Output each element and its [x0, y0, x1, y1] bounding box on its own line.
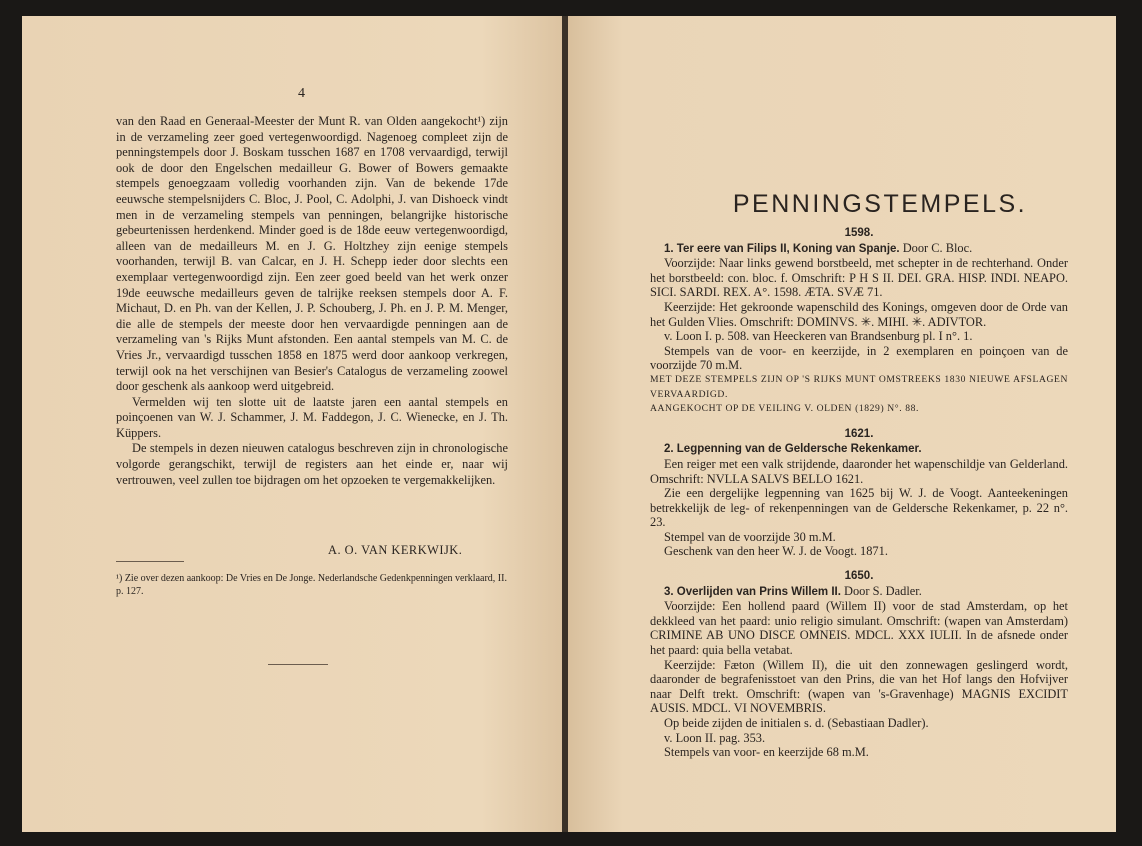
footnote-rule — [116, 561, 184, 562]
footnote: ¹) Zie over dezen aankoop: De Vries en De Jonge. Nederlandsche Gedenkpenningen verklaard, II. p. 127. — [116, 573, 507, 597]
entry-year: 1598. — [844, 227, 874, 239]
entry-line: Zie een dergelijke legpenning van 1625 bij W. J. de Voogt. Aanteekeningen betrekkelijk de leg- of rekenpenningen van de Geldersche Rekenkamer, p. 22 n°. 23. — [650, 486, 1068, 530]
entry-line: v. Loon II. pag. 353. — [664, 730, 766, 745]
entry-line: Keerzijde: Het gekroonde wapenschild des Konings, omgeven door de Orde van het Gulden Vlies. Omschrift: DOMINVS. ✳. MIHI. ✳. ADIVTOR. — [650, 299, 1068, 329]
entry-heading — [650, 241, 1068, 257]
introduction-text — [116, 114, 508, 488]
entry-heading-title: 1. Ter eere van Filips II, Koning van Spanje. — [664, 242, 900, 255]
entry-line: Een reiger met een valk strijdende, daaronder het wapenschildje van Gelderland. Omschrift: NVLLA SALVS BELLO 1621. — [650, 456, 1068, 486]
entry-heading-title: 3. Overlijden van Prins Willem II. — [664, 585, 841, 598]
entry-line: Geschenk van den heer W. J. de Voogt. 1871. — [664, 544, 888, 559]
entry-line: Voorzijde: Naar links gewend borstbeeld, met schepter in de rechterhand. Onder het borstbeeld: con. bloc. f. Omschrift: P H S II. DEI. GRA. HISP. INDI. NEAPO. SICI. SARDI. REX. A°. 1598. ÆTA. SVÆ 71. — [650, 256, 1068, 300]
entry-line: Op beide zijden de initialen s. d. (Sebastiaan Dadler). — [664, 716, 929, 730]
author-signature: A. O. VAN KERKWIJK. — [328, 543, 463, 557]
entry-note: AANGEKOCHT OP DE VEILING V. OLDEN (1829) N°. 88. — [650, 403, 920, 415]
entry-year: 1650. — [844, 570, 874, 583]
paragraph-3: De stempels in dezen nieuwen catalogus beschreven zijn in chronologische volgorde gerangschikt, terwijl de registers aan het einde er, naar wij vertrouwen, veel zullen toe bijdragen om het opzoeken te vergemakkelijken. — [116, 441, 508, 487]
catalogue-title: PENNINGSTEMPELS. — [732, 190, 1028, 218]
catalogue-entries — [650, 226, 1068, 760]
entry-heading-title: 2. Legpenning van de Geldersche Rekenkamer. — [664, 443, 922, 456]
paragraph-1: van den Raad en Generaal-Meester der Munt R. van Olden aangekocht¹) zijn in de verzameling zeer goed vertegenwoordigd. Nagenoeg compleet zijn de penningstempels door J. Boskam tusschen 1687 en 1708 vervaardigd, terwijl ook de door den Engelschen medailleur G. Bower of Bowers gemaakte stempels genoegzaam volledig voorhanden zijn. Van de bekende 17de eeuwsche stempelsnijders C. Bloc, J. Pool, C. Adolphi, J. van Dishoeck vindt men in de verzameling stempels van penningen, belangrijke historische gebeurtenissen herdenkend. Minder goed is de 18de eeuw vertegenwoordigd, alleen van de medailleurs M. en J. G. Holtzhey zijn eenige stempels voorhanden, terwijl B. van Calcar, en J. H. Schepp ieder door slechts een exemplaar vertegenwoordigd zijn. Een zeer goed beeld van het werk onzer 19de eeuwsche medailleurs geven de talrijke reeksen stempels door A. F. Michaut, D. en Ph. van der Kellen, J. P. Schouberg, J. Ph. en J. P. M. Menger, die alle de stempels der meeste door hen vervaardigde penningen aan de verzameling van 's Rijks Munt afstonden. Een aantal stempels van M. C. de Vries Jr., vervaardigd tusschen 1858 en 1875 werd door aankoop verkregen, terwijl ook na het verschijnen van Besier's Catalogus de verzameling zoowel door geschenk als aankoop werd uitgebreid. — [116, 114, 508, 394]
end-rule — [268, 664, 328, 665]
page-number: 4 — [298, 86, 305, 101]
entry-year: 1621. — [844, 427, 874, 440]
entry-line: Stempel van de voorzijde 30 m.M. — [664, 529, 836, 544]
entry-heading-maker: Door C. Bloc. — [899, 240, 973, 255]
entry-line: Keerzijde: Fæton (Willem II), die uit den zonnewagen geslingerd wordt, daaronder de begrafenisstoet van den Prins, die van het Hof langs den Hofvijver naar Delft trekt. Omschrift: (wapen van 's-Gravenhage) MAGNIS EXCIDIT AUSIS. MDCL. VI NOVEMBRIS. — [650, 657, 1068, 716]
entry-line: Stempels van voor- en keerzijde 68 m.M. — [664, 745, 869, 760]
paragraph-2: Vermelden wij ten slotte uit de laatste jaren een aantal stempels en poinçoenen van W. J. Schammer, J. M. Faddegon, J. C. Wienecke, en J. Th. Küppers. — [116, 394, 508, 440]
entry-heading — [650, 584, 1068, 600]
entry-heading — [650, 441, 1068, 457]
entry-note: MET DEZE STEMPELS ZIJN OP 'S RIJKS MUNT OMSTREEKS 1830 NIEUWE AFSLAGEN VERVAARDIGD. — [650, 373, 1068, 400]
entry-line: v. Loon I. p. 508. van Heeckeren van Brandsenburg pl. I n°. 1. — [664, 329, 973, 344]
entry-heading-maker: Door S. Dadler. — [840, 583, 922, 598]
entry-line: Voorzijde: Een hollend paard (Willem II) voor de stad Amsterdam, op het dekkleed van het paard: unio religio simulant. Omschrift: (wapen van Amsterdam) CRIMINE AB UNO DISCE OMNEIS. MDCL. XXX IULII. In de afsnede onder het paard: quia bella vetabat. — [650, 599, 1068, 658]
entry-line: Stempels van de voor- en keerzijde, in 2 exemplaren en poinçoen van de voorzijde 70 m.M. — [650, 343, 1068, 373]
